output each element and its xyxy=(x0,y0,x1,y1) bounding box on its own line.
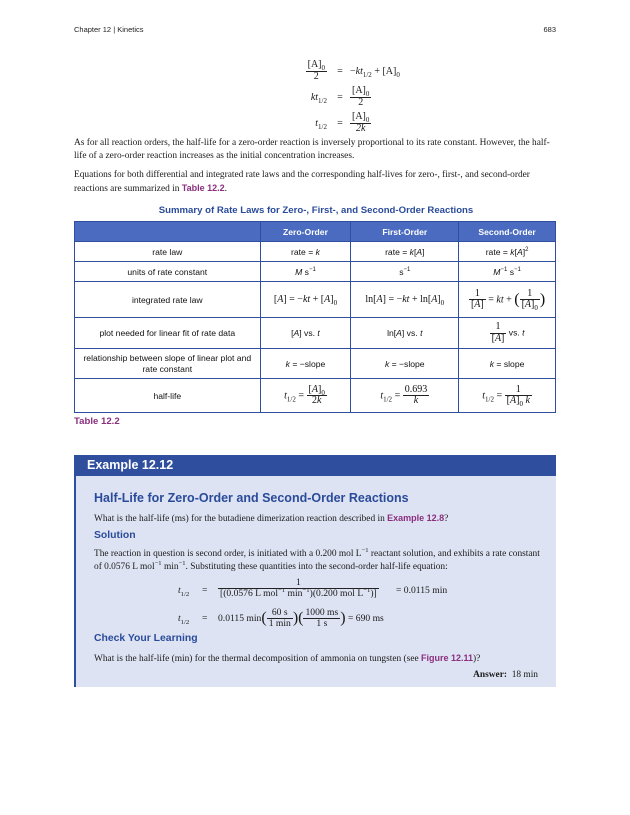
example-left-rule xyxy=(74,476,76,687)
table-cell: $t_{1/2}$ = $\frac{0.693}{k}$ xyxy=(351,379,459,413)
table-header-cell: Second-Order xyxy=(459,222,556,242)
page-number: 683 xyxy=(543,25,556,34)
figure-link[interactable]: Figure 12.11 xyxy=(421,653,474,663)
row-label: integrated rate law xyxy=(75,282,261,318)
row-label: relationship between slope of linear plot and rate constant xyxy=(75,349,261,379)
table-cell: rate = k xyxy=(260,242,351,262)
row-label: plot needed for linear fit of rate data xyxy=(75,318,261,349)
table-row xyxy=(75,318,556,349)
example-question: What is the half-life (ms) for the butadiene dimerization reaction described in Example 12.8? xyxy=(94,513,449,524)
table-row xyxy=(75,349,556,379)
rate-laws-table xyxy=(74,221,556,413)
example-label: Example 12.12 xyxy=(74,455,556,476)
table-title: Summary of Rate Laws for Zero-, First-, and Second-Order Reactions xyxy=(158,205,474,216)
check-question: What is the half-life (min) for the thermal decomposition of ammonia on tungsten (see Figure 12.11)? xyxy=(94,653,481,664)
table-cell: $s^{-1}$ xyxy=(351,262,459,282)
table-row xyxy=(75,262,556,282)
table-cell: k = −slope xyxy=(351,349,459,379)
calculation-2: $t_{1/2}$ = 0.0115 min( $\frac{60 s}{1 \min}$ )( $\frac{1000 ms}{1 s}$ ) = 690 ms xyxy=(178,607,384,630)
page-header xyxy=(74,25,556,37)
answer xyxy=(473,670,538,680)
table-cell: $\frac{1}{[A]}$ = kt + ( $\frac{1}{[A]_0}$ ) xyxy=(459,282,556,318)
row-label: rate law xyxy=(75,242,261,262)
equation-3: $t_{1/2}$ = $\frac{[A]_0}{2k}$ xyxy=(315,111,370,134)
solution-heading: Solution xyxy=(94,530,136,541)
table-cell: k = slope xyxy=(459,349,556,379)
table-header-cell: Zero-Order xyxy=(260,222,351,242)
table-cell: M $s^{-1}$ xyxy=(260,262,351,282)
table-header-cell xyxy=(75,222,261,242)
table-cell: [A] vs. t xyxy=(260,318,351,349)
table-row xyxy=(75,379,556,413)
table-row xyxy=(75,242,556,262)
table-header-cell: First-Order xyxy=(351,222,459,242)
answer-value: 18 min xyxy=(511,670,538,680)
table-row xyxy=(75,282,556,318)
table-cell: $t_{1/2}$ = $\frac{[A]_0}{2k}$ xyxy=(260,379,351,413)
table-cell: rate = k[A] xyxy=(351,242,459,262)
table-cell: $t_{1/2}$ = $\frac{1}{[A]_0 k}$ xyxy=(459,379,556,413)
equation-1: $\frac{[A]_0}{2}$ = $-kt_{1/2} + [A]_0$ xyxy=(307,59,400,82)
table-cell: $M^{-1}$ $s^{-1}$ xyxy=(459,262,556,282)
example-title: Half-Life for Zero-Order and Second-Order Reactions xyxy=(94,491,409,505)
table-cell: $[A] = -kt + [A]_0$ xyxy=(260,282,351,318)
table-header-row xyxy=(75,222,556,242)
example-link[interactable]: Example 12.8 xyxy=(387,513,445,523)
equation-2: $kt_{1/2}$ = $\frac{[A]_0}{2}$ xyxy=(310,85,370,108)
answer-label: Answer: xyxy=(473,670,507,680)
table-cell: $\frac{1}{[A]}$ vs. t xyxy=(459,318,556,349)
paragraph-half-life: As for all reaction orders, the half-life for a zero-order reaction is inversely proportional to its rate constant. However, the half-life of a zero-order reaction increases as the initial concentration increases. xyxy=(74,138,550,161)
paragraph-summary: Equations for both differential and integrated rate laws and the corresponding half-lives for zero-, first-, and second-order reactions are summarized in Table 12.2. xyxy=(74,170,530,194)
table-cell: ln[A] vs. t xyxy=(351,318,459,349)
calculation-1: $t_{1/2}$ = $\frac{1}{[(0.0576 L mol^{-1} \min^{-1})(0.200 mol L^{-1})]}$ = 0.0115 min xyxy=(178,577,448,600)
solution-text: The reaction in question is second order, is initiated with a 0.200 mol $L^{-1}$ reactant solution, and exhibits a rate constant of 0.0576 L mol$^{-1}$ $\min^{-1}$. Substituting these quantities into the second-order half-life equation: xyxy=(94,546,540,572)
chapter-title: Chapter 12 | Kinetics xyxy=(74,25,144,34)
check-heading: Check Your Learning xyxy=(94,633,198,644)
table-caption: Table 12.2 xyxy=(74,416,120,427)
table-cell: $\ln[A] = -kt + \ln[A]_0$ xyxy=(351,282,459,318)
table-link[interactable]: Table 12.2 xyxy=(181,183,225,193)
table-cell: k = −slope xyxy=(260,349,351,379)
table-cell: rate = $k[A]^2$ xyxy=(459,242,556,262)
row-label: half-life xyxy=(75,379,261,413)
row-label: units of rate constant xyxy=(75,262,261,282)
